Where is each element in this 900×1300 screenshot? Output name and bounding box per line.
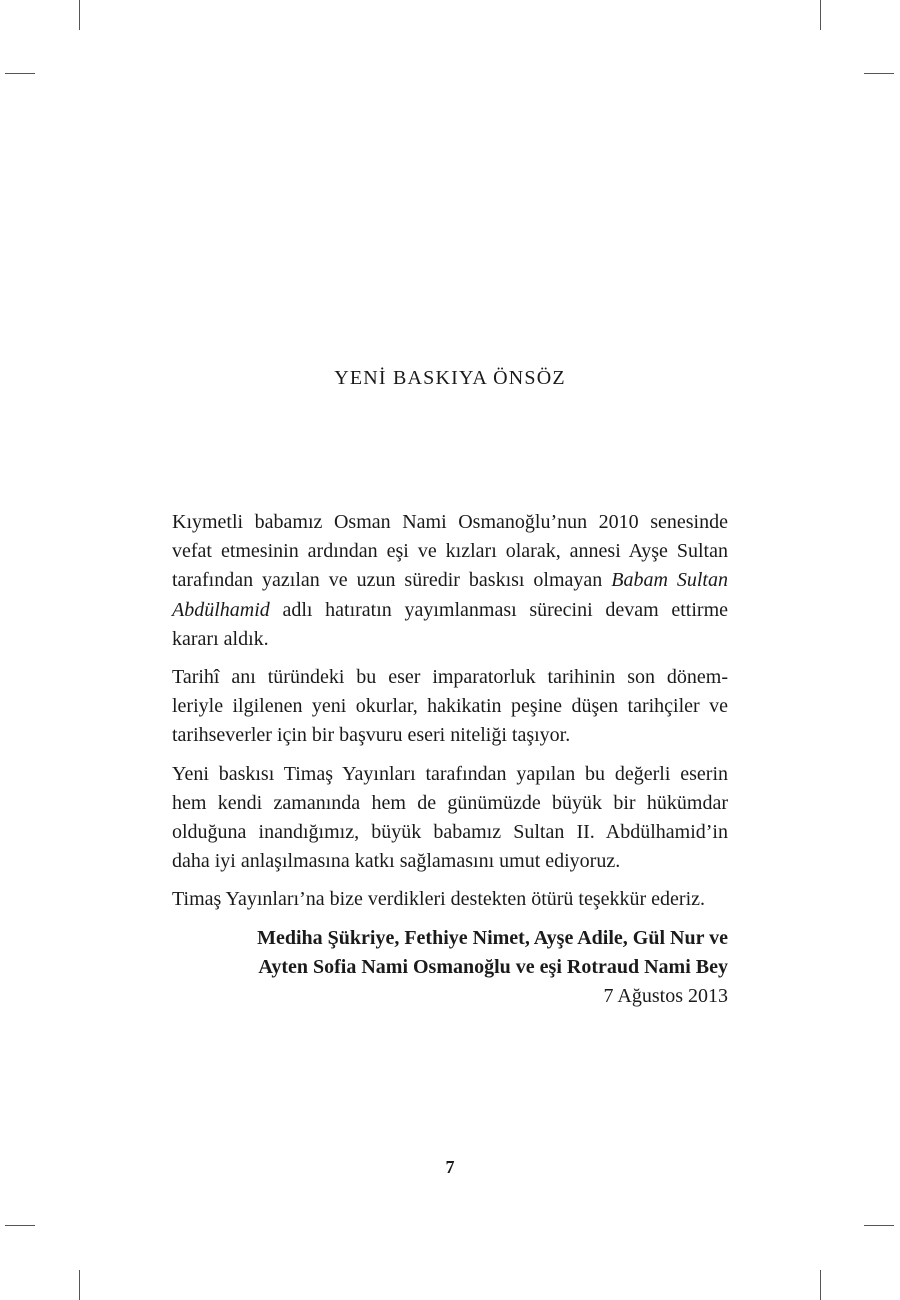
paragraph-1-line-4-text: adlı hatıratın yayımlanması sürecini devam ettirme [269, 598, 728, 621]
paragraph-2-line-1: Tarihî anı türündeki bu eser imparatorluk tarihinin son dönem- [172, 666, 728, 689]
book-title-part-1: Babam Sultan [611, 569, 728, 592]
paragraph-1-line-2: vefat etmesinin ardından eşi ve kızları olarak, annesi Ayşe Sultan [172, 540, 728, 563]
paragraph-3-line-4: daha iyi anlaşılmasına katkı sağlamasını umut ediyoruz. [172, 850, 621, 873]
crop-mark-top-right-vertical [820, 0, 821, 30]
page-title: YENİ BASKIYA ÖNSÖZ [334, 367, 566, 389]
paragraph-4: Timaş Yayınları’na bize verdikleri destekten ötürü teşekkür ederiz. [172, 888, 706, 911]
crop-mark-bottom-left-horizontal [5, 1225, 35, 1226]
paragraph-2-line-3: tarihseverler için bir başvuru eseri niteliği taşıyor. [172, 724, 571, 747]
crop-mark-bottom-right-horizontal [864, 1225, 894, 1226]
paragraph-1 [172, 508, 728, 654]
paragraph-1-line-3 [172, 566, 728, 595]
crop-mark-bottom-left-vertical [79, 1270, 80, 1300]
paragraph-3-line-3: olduğuna inandığımız, büyük babamız Sultan II. Abdülhamid’in [172, 821, 728, 844]
signature-line-1: Mediha Şükriye, Fethiye Nimet, Ayşe Adile, Gül Nur ve [257, 926, 728, 949]
signature [172, 924, 728, 982]
crop-mark-top-left-vertical [79, 0, 80, 30]
paragraph-1-line-3-text: tarafından yazılan ve uzun süredir baskısı olmayan [172, 569, 612, 592]
paragraph-1-line-1: Kıymetli babamız Osman Nami Osmanoğlu’nun 2010 senesinde [172, 511, 728, 533]
signature-line-2: Ayten Sofia Nami Osmanoğlu ve eşi Rotraud Nami Bey [258, 955, 728, 978]
book-title-part-2: Abdülhamid [172, 598, 270, 621]
crop-mark-top-right-horizontal [864, 73, 894, 74]
paragraph-1-line-4 [172, 596, 728, 625]
paragraph-3 [172, 760, 728, 877]
date: 7 Ağustos 2013 [603, 985, 728, 1008]
paragraph-2-line-2: leriyle ilgilenen yeni okurlar, hakikatin peşine düşen tarihçiler ve [172, 695, 728, 718]
paragraph-3-line-1: Yeni baskısı Timaş Yayınları tarafından yapılan bu değerli eserin [172, 762, 728, 785]
preface-body [172, 508, 728, 1011]
page-number: 7 [445, 1157, 455, 1177]
crop-mark-top-left-horizontal [5, 73, 35, 74]
paragraph-1-line-5: kararı aldık. [172, 627, 269, 650]
paragraph-2 [172, 663, 728, 751]
crop-mark-bottom-right-vertical [820, 1270, 821, 1300]
paragraph-3-line-2: hem kendi zamanında hem de günümüzde büyük bir hükümdar [172, 791, 728, 814]
